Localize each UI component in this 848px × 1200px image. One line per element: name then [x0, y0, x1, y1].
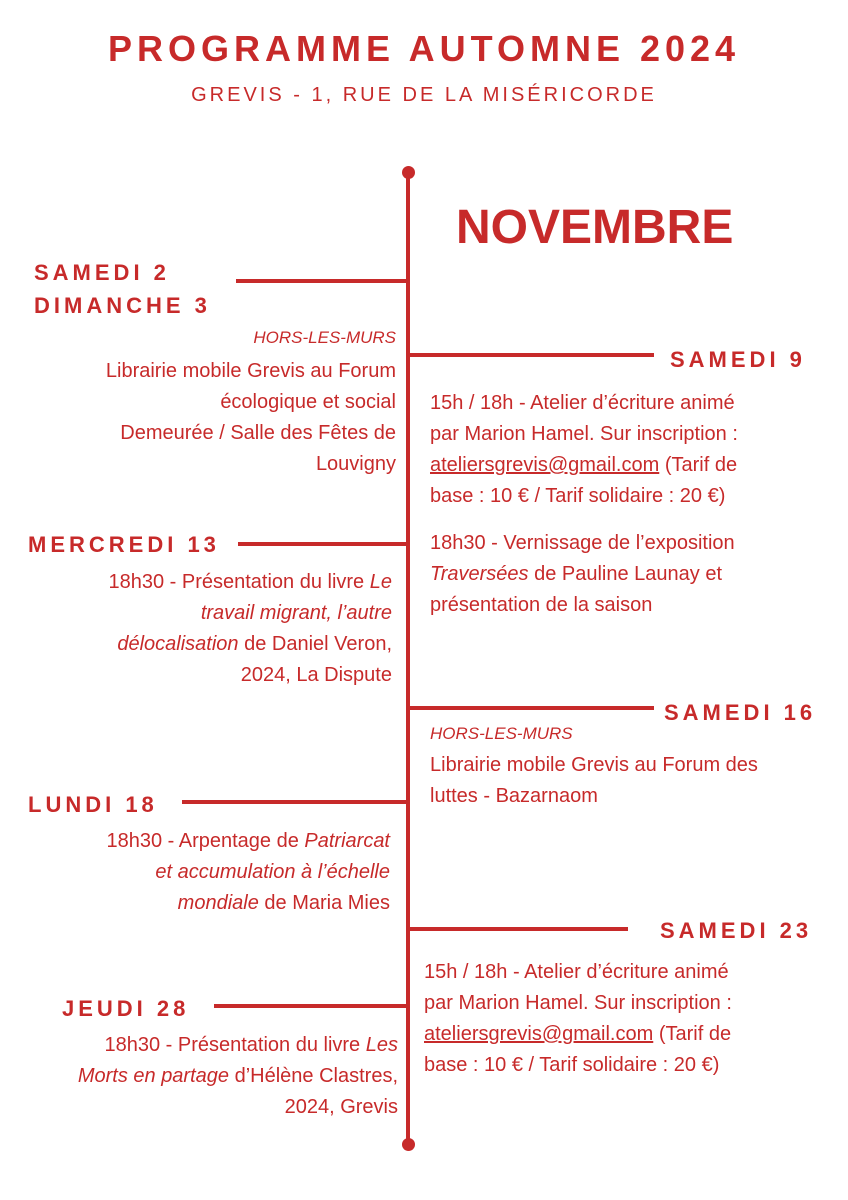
event-date: JEUDI 28: [62, 996, 190, 1021]
event-text: de Pauline Launay et: [528, 563, 723, 585]
book-title: Les: [365, 1034, 398, 1056]
email-link[interactable]: ateliersgrevis@gmail.com: [430, 454, 660, 476]
page-subtitle: GREVIS - 1, RUE DE LA MISÉRICORDE: [191, 84, 657, 106]
connector-samedi-16: [408, 706, 654, 710]
event-text: (Tarif de: [653, 1023, 732, 1045]
event-line: Demeurée / Salle des Fêtes de: [120, 422, 396, 444]
connector-lundi-18: [182, 800, 408, 804]
event-text: présentation de la saison: [430, 594, 653, 616]
event-text: base : 10 € / Tarif solidaire : 20 €): [430, 485, 726, 507]
timeline-axis: [406, 172, 410, 1144]
event-date: MERCREDI 13: [28, 532, 220, 557]
connector-mercredi-13: [238, 542, 408, 546]
timeline-start-dot: [402, 166, 415, 179]
book-title: travail migrant, l’autre: [200, 602, 392, 624]
event-description: [10, 826, 390, 919]
event-date: SAMEDI 9: [670, 347, 806, 372]
event-description: [16, 322, 396, 480]
event-description: [8, 1030, 398, 1123]
event-line: Librairie mobile Grevis au Forum: [105, 360, 396, 382]
email-link[interactable]: ateliersgrevis@gmail.com: [424, 1023, 654, 1045]
event-date: LUNDI 18: [28, 792, 158, 817]
event-line: Louvigny: [315, 453, 396, 475]
connector-jeudi-28: [214, 1004, 408, 1008]
event-tag: HORS-LES-MURS: [253, 328, 396, 347]
connector-samedi-9: [408, 353, 654, 357]
event-text: 18h30 - Vernissage de l’exposition: [430, 532, 735, 554]
event-text: 2024, La Dispute: [240, 664, 392, 686]
event-line: écologique et social: [220, 391, 396, 413]
event-text: 15h / 18h - Atelier d’écriture animé: [430, 392, 735, 414]
book-title: et accumulation à l’échelle: [155, 861, 390, 883]
event-text: base : 10 € / Tarif solidaire : 20 €): [424, 1054, 720, 1076]
event-date: SAMEDI 2: [34, 260, 170, 285]
event-text: luttes - Bazarnaom: [430, 785, 598, 807]
event-description: [12, 567, 392, 691]
event-text: 15h / 18h - Atelier d’écriture animé: [424, 961, 729, 983]
event-text: Librairie mobile Grevis au Forum des: [430, 754, 758, 776]
event-text: 18h30 - Présentation du livre: [108, 571, 370, 593]
exhibition-title: Traversées: [430, 563, 529, 585]
event-tag: HORS-LES-MURS: [430, 724, 573, 743]
event-description: [430, 388, 830, 621]
event-description: [424, 957, 828, 1081]
event-description: [430, 718, 830, 812]
event-text: 18h30 - Présentation du livre: [104, 1034, 366, 1056]
event-date: SAMEDI 16: [664, 700, 817, 725]
book-title: Morts en partage: [77, 1065, 230, 1087]
event-text: d’Hélène Clastres,: [229, 1065, 398, 1087]
month-heading: NOVEMBRE: [456, 201, 734, 254]
book-title: mondiale: [177, 892, 259, 914]
book-title: Le: [369, 571, 392, 593]
event-text: de Daniel Veron,: [238, 633, 392, 655]
event-text: par Marion Hamel. Sur inscription :: [424, 992, 732, 1014]
book-title: Patriarcat: [304, 830, 390, 852]
event-date: DIMANCHE 3: [34, 293, 211, 318]
event-text: 2024, Grevis: [284, 1096, 398, 1118]
book-title: délocalisation: [117, 633, 239, 655]
event-text: (Tarif de: [659, 454, 738, 476]
event-text: de Maria Mies: [258, 892, 390, 914]
event-text: par Marion Hamel. Sur inscription :: [430, 423, 738, 445]
connector-samedi-2: [236, 279, 408, 283]
timeline-end-dot: [402, 1138, 415, 1151]
event-date: SAMEDI 23: [660, 918, 813, 943]
connector-samedi-23: [408, 927, 628, 931]
page-title: PROGRAMME AUTOMNE 2024: [107, 28, 741, 69]
event-text: 18h30 - Arpentage de: [106, 830, 305, 852]
